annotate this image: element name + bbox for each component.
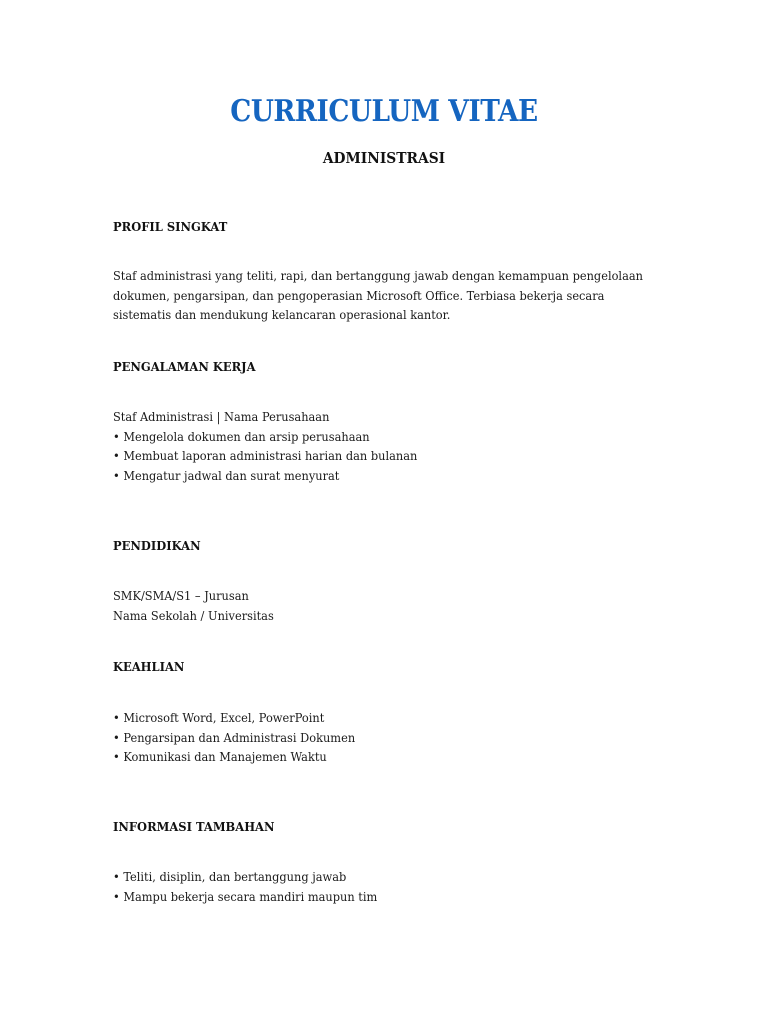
education-body [113, 586, 274, 625]
experience-item: • Mengelola dokumen dan arsip perusahaan [113, 428, 370, 444]
skill-item: • Microsoft Word, Excel, PowerPoint [113, 710, 325, 725]
experience-heading: PENGALAMAN KERJA [113, 359, 256, 374]
profile-body [113, 266, 643, 325]
education-school: Nama Sekolah / Universitas [113, 607, 274, 623]
experience-position: Staf Administrasi | Nama Perusahaan [113, 409, 330, 424]
document-subtitle: ADMINISTRASI [322, 149, 446, 167]
profile-heading: PROFIL SINGKAT [113, 219, 228, 234]
skills-heading: KEAHLIAN [113, 659, 185, 674]
additional-item: • Teliti, disiplin, dan bertanggung jawab [113, 869, 347, 884]
profile-line: dokumen, pengarsipan, dan pengoperasian Microsoft Office. Terbiasa bekerja secara [113, 287, 605, 303]
additional-item: • Mampu bekerja secara mandiri maupun tim [113, 888, 378, 904]
profile-line: Staf administrasi yang teliti, rapi, dan bertanggung jawab dengan kemampuan pengelolaan [113, 268, 643, 283]
additional-body [113, 867, 377, 906]
experience-body [113, 407, 417, 485]
skill-item: • Pengarsipan dan Administrasi Dokumen [113, 729, 356, 745]
skills-body [113, 708, 355, 767]
education-degree: SMK/SMA/S1 – Jurusan [113, 588, 249, 603]
document-title: CURRICULUM VITAE [230, 94, 538, 129]
education-heading: PENDIDIKAN [113, 538, 201, 553]
additional-heading: INFORMASI TAMBAHAN [113, 819, 275, 834]
experience-item: • Mengatur jadwal dan surat menyurat [113, 467, 340, 483]
profile-line: sistematis dan mendukung kelancaran operasional kantor. [113, 307, 451, 322]
experience-item: • Membuat laporan administrasi harian dan bulanan [113, 448, 418, 463]
skill-item: • Komunikasi dan Manajemen Waktu [113, 749, 327, 764]
